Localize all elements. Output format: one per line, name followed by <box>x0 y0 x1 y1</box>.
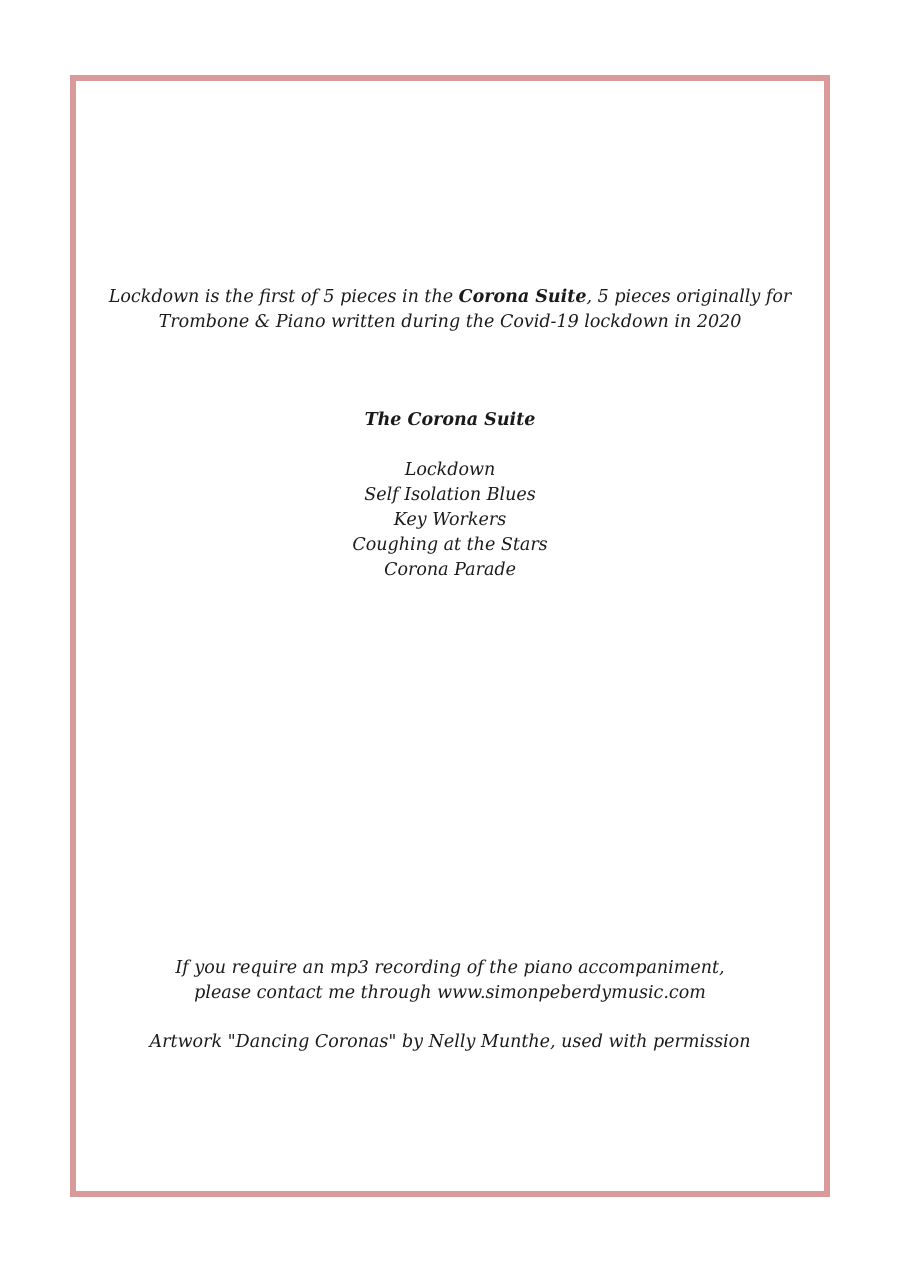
piece-list <box>0 458 900 583</box>
piece-item: Key Workers <box>393 510 507 530</box>
artwork-credit: Artwork "Dancing Coronas" by Nelly Munthe, used with permission <box>149 1032 751 1052</box>
suite-title: The Corona Suite <box>364 410 536 430</box>
contact-line-1: If you require an mp3 recording of the piano accompaniment, <box>175 958 725 978</box>
contact-note <box>0 956 900 1006</box>
contact-line-2 <box>0 981 900 1006</box>
piece-item: Coughing at the Stars <box>352 535 548 555</box>
contact-text: please contact me through <box>194 983 438 1003</box>
suite-name-bold: Corona Suite <box>458 287 587 307</box>
piece-item: Corona Parade <box>384 560 516 580</box>
intro-paragraph <box>0 285 900 335</box>
page-border <box>70 75 830 1197</box>
piece-item: Lockdown <box>404 460 496 480</box>
intro-line-2: Trombone & Piano written during the Covid-19 lockdown in 2020 <box>158 312 742 332</box>
intro-text-end: , 5 pieces originally for <box>586 287 792 307</box>
intro-text-start: Lockdown is the first of 5 pieces in the <box>108 287 459 307</box>
intro-line-1 <box>0 285 900 310</box>
website-link[interactable]: www.simonpeberdymusic.com <box>437 983 706 1003</box>
piece-item: Self Isolation Blues <box>364 485 536 505</box>
